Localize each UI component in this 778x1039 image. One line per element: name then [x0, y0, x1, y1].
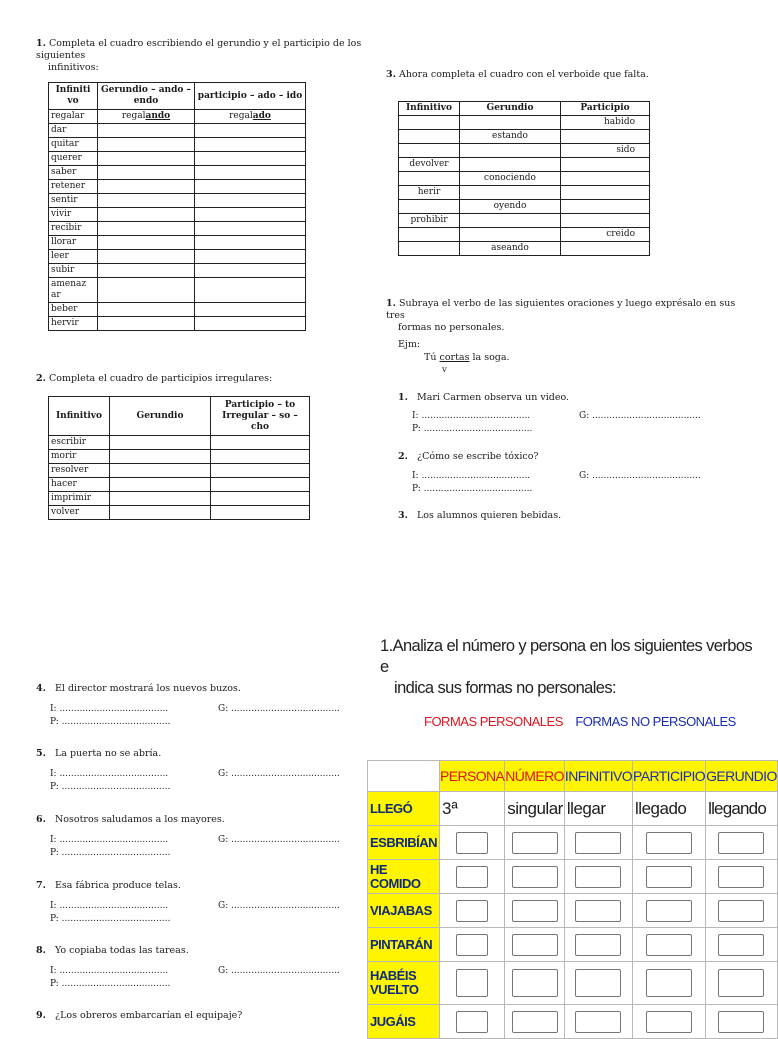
answer-box[interactable] — [718, 969, 764, 997]
header-numero: NÚMERO — [505, 761, 565, 792]
p-answer-line[interactable]: P: ...................................... — [50, 848, 171, 858]
p-answer-line[interactable]: P: ...................................... — [412, 424, 533, 434]
list-item: 6. Nosotros saludamos a los mayores. — [36, 814, 225, 825]
answer-box[interactable] — [718, 1011, 764, 1033]
g-answer-line[interactable]: G: ...................................... — [579, 471, 701, 481]
table-row: vivir — [49, 208, 306, 222]
p-answer-line[interactable]: P: ...................................... — [412, 484, 533, 494]
list-item: 4. El director mostrará los nuevos buzos. — [36, 683, 241, 694]
table-row: volver — [49, 506, 310, 520]
answer-box[interactable] — [456, 1011, 488, 1033]
ex1-head-infinitivo: Infiniti vo — [49, 83, 98, 110]
ex5-table — [367, 760, 778, 1039]
table-row: habido — [399, 116, 650, 130]
table-row: ESBRIBÍAN — [368, 826, 778, 860]
answer-box[interactable] — [456, 934, 488, 956]
table-row: prohibir — [399, 214, 650, 228]
legend — [424, 714, 736, 729]
answer-box[interactable] — [456, 832, 488, 854]
answer-box[interactable] — [512, 1011, 558, 1033]
table-row: LLEGÓ 3ª singular llegar llegado llegando — [368, 792, 778, 826]
table-row: subir — [49, 264, 306, 278]
table-row: leer — [49, 250, 306, 264]
g-answer-line[interactable]: G: ...................................... — [579, 411, 701, 421]
table-row: beber — [49, 303, 306, 317]
header-persona: PERSONA — [440, 761, 505, 792]
answer-box[interactable] — [512, 900, 558, 922]
table-row: llorar — [49, 236, 306, 250]
legend-personal: FORMAS PERSONALES — [424, 714, 563, 729]
ex2-head-participio: Participio – to Irregular – so – cho — [211, 397, 310, 436]
list-item: 1. Mari Carmen observa un video. — [398, 392, 570, 403]
p-answer-line[interactable]: P: ...................................... — [50, 782, 171, 792]
table-row: querer — [49, 152, 306, 166]
g-answer-line[interactable]: G: ...................................... — [218, 966, 340, 976]
answer-box[interactable] — [646, 969, 692, 997]
table-row: resolver — [49, 464, 310, 478]
table-row: hervir — [49, 317, 306, 331]
g-answer-line[interactable]: G: ...................................... — [218, 769, 340, 779]
ex2-table — [48, 396, 310, 520]
table-row: HE COMIDO — [368, 860, 778, 894]
answer-box[interactable] — [575, 866, 621, 888]
answer-box[interactable] — [718, 900, 764, 922]
answer-box[interactable] — [456, 900, 488, 922]
table-row: escribir — [49, 436, 310, 450]
answer-box[interactable] — [512, 969, 558, 997]
legend-no-personal: FORMAS NO PERSONALES — [575, 714, 736, 729]
table-row: devolver — [399, 158, 650, 172]
table-row: saber — [49, 166, 306, 180]
table-row: dar — [49, 124, 306, 138]
list-item: 3. Los alumnos quieren bebidas. — [398, 510, 562, 521]
i-answer-line[interactable]: I: ...................................... — [412, 471, 531, 481]
ex2-head-infinitivo: Infinitivo — [49, 397, 110, 436]
table-row: VIAJABAS — [368, 894, 778, 928]
answer-box[interactable] — [718, 934, 764, 956]
list-item: 7. Esa fábrica produce telas. — [36, 880, 181, 891]
ex3-head-infinitivo: Infinitivo — [399, 102, 460, 116]
answer-box[interactable] — [512, 934, 558, 956]
answer-box[interactable] — [575, 900, 621, 922]
answer-box[interactable] — [646, 866, 692, 888]
answer-box[interactable] — [575, 832, 621, 854]
ex3-table — [398, 101, 650, 256]
answer-box[interactable] — [456, 969, 488, 997]
answer-box[interactable] — [575, 1011, 621, 1033]
i-answer-line[interactable]: I: ...................................... — [50, 704, 169, 714]
table-row: recibir — [49, 222, 306, 236]
table-row: regalar regalando regalado — [49, 110, 306, 124]
answer-box[interactable] — [512, 832, 558, 854]
ex4-example-label: Ejm: — [398, 339, 421, 350]
g-answer-line[interactable]: G: ...................................... — [218, 835, 340, 845]
ex2-instruction: 2. Completa el cuadro de participios irregulares: — [36, 373, 273, 384]
list-item: 9. ¿Los obreros embarcarían el equipaje? — [36, 1010, 243, 1021]
table-row: imprimir — [49, 492, 310, 506]
ex3-instruction: 3. Ahora completa el cuadro con el verboide que falta. — [386, 69, 649, 80]
ex1-head-participio: participio – ado – ido — [195, 83, 306, 110]
i-answer-line[interactable]: I: ...................................... — [50, 835, 169, 845]
p-answer-line[interactable]: P: ...................................... — [50, 979, 171, 989]
ex1-table — [48, 82, 306, 331]
ex4-example-sentence: Tú cortas la soga. — [424, 352, 510, 363]
table-row: creido — [399, 228, 650, 242]
ex1-head-gerundio: Gerundio – ando – endo — [98, 83, 195, 110]
g-answer-line[interactable]: G: ...................................... — [218, 901, 340, 911]
list-item: 5. La puerta no se abría. — [36, 748, 162, 759]
i-answer-line[interactable]: I: ...................................... — [50, 769, 169, 779]
p-answer-line[interactable]: P: ...................................... — [50, 914, 171, 924]
list-item: 8. Yo copiaba todas las tareas. — [36, 945, 189, 956]
table-row: conociendo — [399, 172, 650, 186]
i-answer-line[interactable]: I: ...................................... — [412, 411, 531, 421]
table-row: sentir — [49, 194, 306, 208]
answer-box[interactable] — [646, 1011, 692, 1033]
ex4-instruction: 1. Subraya el verbo de las siguientes oraciones y luego exprésalo en sus tres formas no personales. — [386, 298, 736, 333]
table-row: hacer — [49, 478, 310, 492]
table-row: quitar — [49, 138, 306, 152]
answer-box[interactable] — [575, 934, 621, 956]
answer-box[interactable] — [646, 934, 692, 956]
table-row: herir — [399, 186, 650, 200]
g-answer-line[interactable]: G: ...................................... — [218, 704, 340, 714]
table-row: aseando — [399, 242, 650, 256]
i-answer-line[interactable]: I: ...................................... — [50, 901, 169, 911]
header-infinitivo: INFINITIVO — [564, 761, 632, 792]
table-row: sido — [399, 144, 650, 158]
ex3-head-participio: Participio — [561, 102, 650, 116]
p-answer-line[interactable]: P: ...................................... — [50, 717, 171, 727]
header-participio: PARTICIPIO — [633, 761, 706, 792]
answer-box[interactable] — [646, 832, 692, 854]
answer-box[interactable] — [512, 866, 558, 888]
table-row: estando — [399, 130, 650, 144]
ex5-instruction: 1.Analiza el número y persona en los siguientes verbos e indica sus formas no personales: — [380, 637, 753, 697]
ex1-instruction: 1. Completa el cuadro escribiendo el gerundio y el participio de los siguientes infinitivos: — [36, 38, 362, 73]
ex3-head-gerundio: Gerundio — [460, 102, 561, 116]
answer-box[interactable] — [646, 900, 692, 922]
header-gerundio: GERUNDIO — [706, 761, 778, 792]
table-row: amenaz ar — [49, 278, 306, 303]
table-row: PINTARÁN — [368, 928, 778, 962]
answer-box[interactable] — [718, 866, 764, 888]
answer-box[interactable] — [575, 969, 621, 997]
ex2-head-gerundio: Gerundio — [110, 397, 211, 436]
table-row: retener — [49, 180, 306, 194]
ex4-example-v: v — [442, 365, 447, 375]
table-row: HABÉIS VUELTO — [368, 962, 778, 1005]
answer-box[interactable] — [718, 832, 764, 854]
table-row: morir — [49, 450, 310, 464]
list-item: 2. ¿Cómo se escribe tóxico? — [398, 451, 539, 462]
table-row: oyendo — [399, 200, 650, 214]
table-row: JUGÁIS — [368, 1005, 778, 1039]
i-answer-line[interactable]: I: ...................................... — [50, 966, 169, 976]
answer-box[interactable] — [456, 866, 488, 888]
